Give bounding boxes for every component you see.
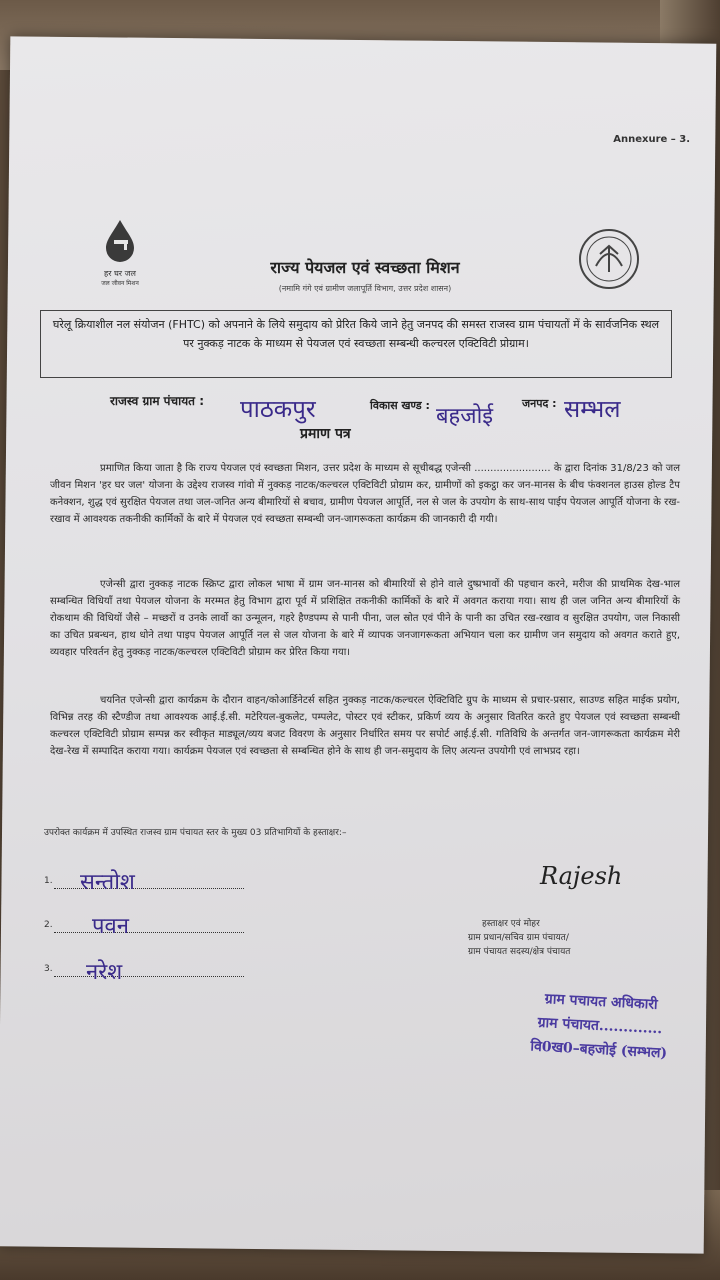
witness-signature-3: नरेश: [86, 960, 123, 985]
block-value: बहजोई: [436, 404, 494, 429]
header-title: राज्य पेयजल एवं स्वच्छता मिशन: [270, 258, 460, 277]
witness-signature-1: सन्तोश: [80, 870, 135, 895]
program-title-box: घरेलू क्रियाशील नल संयोजन (FHTC) को अपनाने के लिये समुदाय को प्रेरित किये जाने हेतु जनपद की समस्त राजस्व ग्राम पंचायतों में के सार्वजनिक स्थल पर नुक्कड़ नाटक के माध्यम से पेयजल एवं स्वच्छता सम्बन्धी कल्चरल एक्टिविटी प्रोग्राम।: [40, 310, 672, 378]
logo-left-subtext: जल जीवन मिशन: [101, 280, 139, 287]
har-ghar-jal-logo: [90, 218, 150, 288]
witness-number-2: 2.: [44, 920, 53, 930]
witness-line-3: [54, 976, 244, 977]
official-stamp: [498, 985, 701, 1067]
official-signature: Rajesh: [540, 862, 623, 890]
stamp-line-1: ग्राम पचायत अधिकारी: [544, 991, 659, 1013]
district-value: सम्भल: [564, 395, 621, 423]
district-label: जनपद :: [522, 397, 557, 410]
paragraph-3: चयनित एजेन्सी द्वारा कार्यक्रम के दौरान वाहन/कोआर्डिनेटर्स सहित नुक्कड़ नाटक/कल्चरल ऐक्टिविटि ग्रुप के माध्यम से प्रचार-प्रसार, साउण्ड सहित माईक प्रयोग, विभिन्न तरह की स्टैण्डीज तथा आवश्यक आई.ई.सी. मटेरियल-बुकलेट, पम्पलेट, पोस्टर एवं स्टीकर, प्रकिर्ण व्यय के अनुसार वितरित करते हुए पेयजल एवं स्वच्छता सम्बन्धी कल्चरल एक्टिविटी प्रोग्राम सम्पन्न कर स्वीकृत माड्यूल/व्यय बजट विवरण के अनुसार निर्धारित समय पर सपोर्ट आई.ई.सी. गतिविधि के अन्तर्गत जन-जागरूकता कार्यक्रम मेरी देख-रेख में सम्पादित कराया गया। कार्यक्रम पेयजल एवं स्वच्छता से सम्बन्धित होने के साथ ही जन-समुदाय के लिए अत्यन्त उपयोगी एवं लाभप्रद रहा।: [50, 695, 680, 757]
stamp-line-2: ग्राम पंचायत.............: [537, 1014, 663, 1038]
stamp-line-3: वि0ख0–बहजोई (सम्भल): [530, 1038, 668, 1062]
witness-line-2: [54, 932, 244, 933]
annexure-label: Annexure – 3.: [613, 134, 690, 145]
up-government-seal-icon: [578, 228, 640, 290]
header-subtitle: (नमामि गंगे एवं ग्रामीण जलापूर्ति विभाग, उत्तर प्रदेश शासन): [278, 284, 452, 293]
certificate-title: प्रमाण पत्र: [300, 426, 351, 442]
witness-intro: उपरोक्त कार्यक्रम में उपस्थित राजस्व ग्राम पंचायत स्तर के मुख्य 03 प्रतिभागियों के हस्ताक्षर:–: [44, 828, 347, 838]
witness-number-3: 3.: [44, 964, 53, 974]
official-sign-label: हस्ताक्षर एवं मोहर: [482, 919, 540, 929]
logo-left-text: हर घर जल: [104, 269, 136, 278]
gram-panchayat-label: राजस्व ग्राम पंचायत :: [110, 394, 204, 408]
witness-number-1: 1.: [44, 876, 53, 886]
paragraph-1: प्रमाणित किया जाता है कि राज्य पेयजल एवं स्वच्छता मिशन, उत्तर प्रदेश के माध्यम से सूचीबद्ध एजेन्सी ........................ के द्वारा दिनांक 31/8/23 को जल जीवन मिशन 'हर घर जल' योजना के उद्देश्य राजस्व गांवो में नुक्कड़ नाटक/कल्चरल एक्टिविटी प्रोग्राम कर, ग्रामीणों को इकट्ठा कर जन-मानस के बीच फंक्शनल हाउस होल्ड टैप कनेक्शन, शुद्ध एवं सुरक्षित पेयजल तथा जल-जनित अन्य बीमारियों से बचाव, ग्रामीण पेयजल आपूर्ति, नल से जल के उपयोग के साथ-साथ पाईप पेयजल आपूर्ति योजना के रख-रखाव में आवश्यक तकनीकी कार्मिकों के बारे में पेयजल एवं स्वच्छता सम्बन्धी जन-जागरूकता कार्यक्रम की जानकारी दी गयी।: [50, 463, 680, 525]
witness-signature-2: पवन: [92, 914, 129, 939]
paragraph-2: एजेन्सी द्वारा नुक्कड़ नाटक स्क्रिप्ट द्वारा लोकल भाषा में ग्राम जन-मानस को बीमारियों से होने वाले दुष्प्रभावों की पहचान करने, मरीज की प्राथमिक देख-भाल सम्बन्धित विधियाँ तथा पेयजल योजना के मरम्मत हेतु विभाग द्वारा पूर्व में प्रशिक्षित तकनीकी कार्मिकों के बारे में अवगत कराया गया। साथ ही जल जनित अन्य बीमारियों के रोकथाम की विधियों जैसे – मच्छरों व उनके लार्वो का उन्मूलन, गहरे हैण्डपम्प से पानी पीना, जल स्रोत एवं पीने के पानी का उचित रख-रखाव व सुरक्षित उपयोग, जल निकासी का उचित प्रबन्धन, हाथ धोने तथा पाइप पेयजल आपूर्ति नल से जल योजना के बारे में व्यापक जनजागरूकता अभियान चला कर ग्रामीण जन समुदाय को अवगत कराते हुए, व्यवहार परिवर्तन हेतु नुक्कड़ नाटक/कल्चरल एक्टिविटी प्रोग्राम कर प्रेरित किया गया।: [50, 579, 680, 658]
official-designation-1: ग्राम प्रधान/सचिव ग्राम पंचायत/: [468, 933, 569, 943]
block-label: विकास खण्ड :: [370, 399, 430, 412]
gram-panchayat-value: पाठकपुर: [240, 395, 316, 423]
official-designation-2: ग्राम पंचायत सदस्य/क्षेत्र पंचायत: [468, 947, 571, 957]
